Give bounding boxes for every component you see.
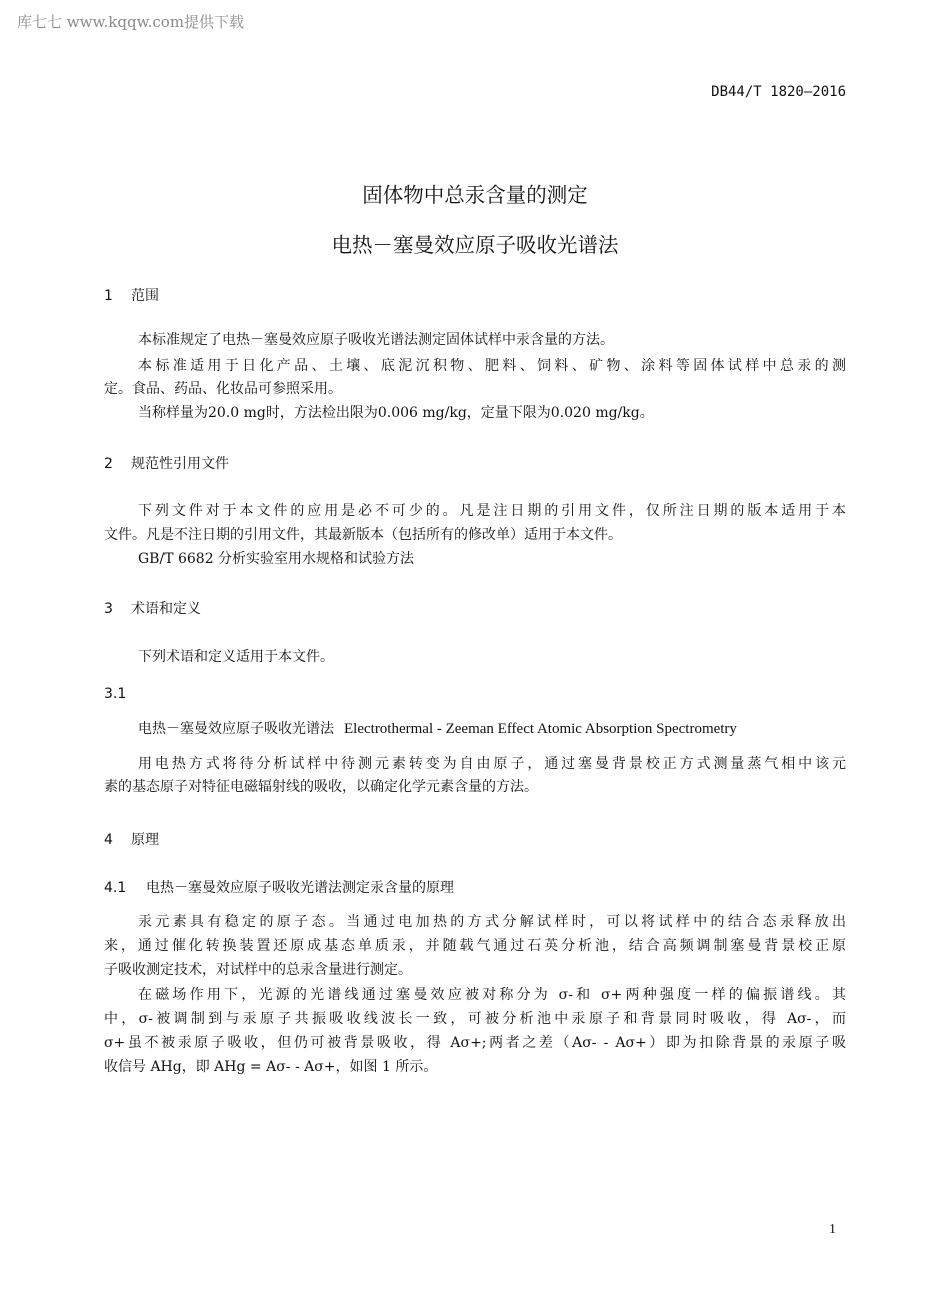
page-number: 1 bbox=[829, 1222, 836, 1237]
section-2-para-1-line-2: 文件。凡是不注日期的引用文件，其最新版本（包括所有的修改单）适用于本文件。 bbox=[104, 527, 622, 543]
section-3-para-1: 下列术语和定义适用于本文件。 bbox=[138, 649, 334, 665]
section-2-reference: GB/T 6682 分析实验室用水规格和试验方法 bbox=[138, 551, 415, 567]
section-title: 原理 bbox=[131, 832, 159, 848]
section-4-para-2-line-3: σ+虽不被汞原子吸收，但仍可被背景吸收，得 Aσ+;两者之差（Aσ- - Aσ+）即为扣除背景的汞原子吸 bbox=[104, 1035, 846, 1051]
section-4-para-1-line-1: 汞元素具有稳定的原子态。当通过电加热的方式分解试样时，可以将试样中的结合态汞释放出 bbox=[138, 914, 846, 930]
section-4-para-1-line-2: 来，通过催化转换装置还原成基态单质汞，并随载气通过石英分析池，结合高频调制塞曼背景校正原 bbox=[104, 938, 846, 954]
section-1-para-2-line-1: 本标准适用于日化产品、土壤、底泥沉积物、肥料、饲料、矿物、涂料等固体试样中总汞的测 bbox=[138, 358, 846, 374]
section-title: 规范性引用文件 bbox=[131, 456, 229, 472]
section-4-heading bbox=[104, 829, 159, 849]
section-title: 范围 bbox=[131, 288, 159, 304]
watermark-text: 库七七 www.kqqw.com提供下载 bbox=[17, 13, 245, 31]
section-3-heading bbox=[104, 598, 201, 618]
subsection-number: 4.1 bbox=[104, 880, 127, 896]
section-number: 4 bbox=[104, 832, 113, 848]
section-number: 1 bbox=[104, 288, 113, 304]
term-definition-line-1: 用电热方式将待分析试样中待测元素转变为自由原子，通过塞曼背景校正方式测量蒸气相中该元 bbox=[138, 756, 846, 772]
term-chinese: 电热－塞曼效应原子吸收光谱法 bbox=[138, 721, 334, 737]
section-4-para-2-line-4: 收信号 AHg，即 AHg = Aσ- - Aσ+，如图 1 所示。 bbox=[104, 1059, 438, 1075]
section-4-para-2-line-1: 在磁场作用下，光源的光谱线通过塞曼效应被对称分为 σ-和 σ+两种强度一样的偏振谱线。其 bbox=[138, 987, 846, 1003]
title-line-2: 电热－塞曼效应原子吸收光谱法 bbox=[331, 233, 619, 257]
subsection-4-1-heading bbox=[104, 877, 454, 897]
section-1-heading bbox=[104, 285, 159, 305]
standard-number: DB44/T 1820—2016 bbox=[711, 84, 846, 100]
section-4-para-2-line-2: 中，σ-被调制到与汞原子共振吸收线波长一致，可被分析池中汞原子和背景同时吸收，得 Aσ-，而 bbox=[104, 1011, 846, 1027]
section-4-para-1-line-3: 子吸收测定技术，对试样中的总汞含量进行测定。 bbox=[104, 962, 412, 978]
term-english: Electrothermal - Zeeman Effect Atomic Absorption Spectrometry bbox=[344, 721, 737, 737]
subsection-title: 电热－塞曼效应原子吸收光谱法测定汞含量的原理 bbox=[146, 880, 454, 896]
section-number: 2 bbox=[104, 456, 113, 472]
title-line-1: 固体物中总汞含量的测定 bbox=[362, 183, 588, 207]
term-definition-line-2: 素的基态原子对特征电磁辐射线的吸收，以确定化学元素含量的方法。 bbox=[104, 779, 538, 795]
subsection-3-1-number: 3.1 bbox=[104, 686, 127, 702]
term-entry bbox=[138, 718, 737, 738]
section-2-para-1-line-1: 下列文件对于本文件的应用是必不可少的。凡是注日期的引用文件，仅所注日期的版本适用于本 bbox=[138, 503, 846, 519]
section-title: 术语和定义 bbox=[131, 601, 201, 617]
section-1-para-1: 本标准规定了电热－塞曼效应原子吸收光谱法测定固体试样中汞含量的方法。 bbox=[138, 332, 614, 348]
section-1-para-2-line-2: 定。食品、药品、化妆品可参照采用。 bbox=[104, 381, 342, 397]
section-2-heading bbox=[104, 453, 229, 473]
section-number: 3 bbox=[104, 601, 113, 617]
section-1-para-3: 当称样量为20.0 mg时，方法检出限为0.006 mg/kg，定量下限为0.020 mg/kg。 bbox=[138, 405, 654, 421]
